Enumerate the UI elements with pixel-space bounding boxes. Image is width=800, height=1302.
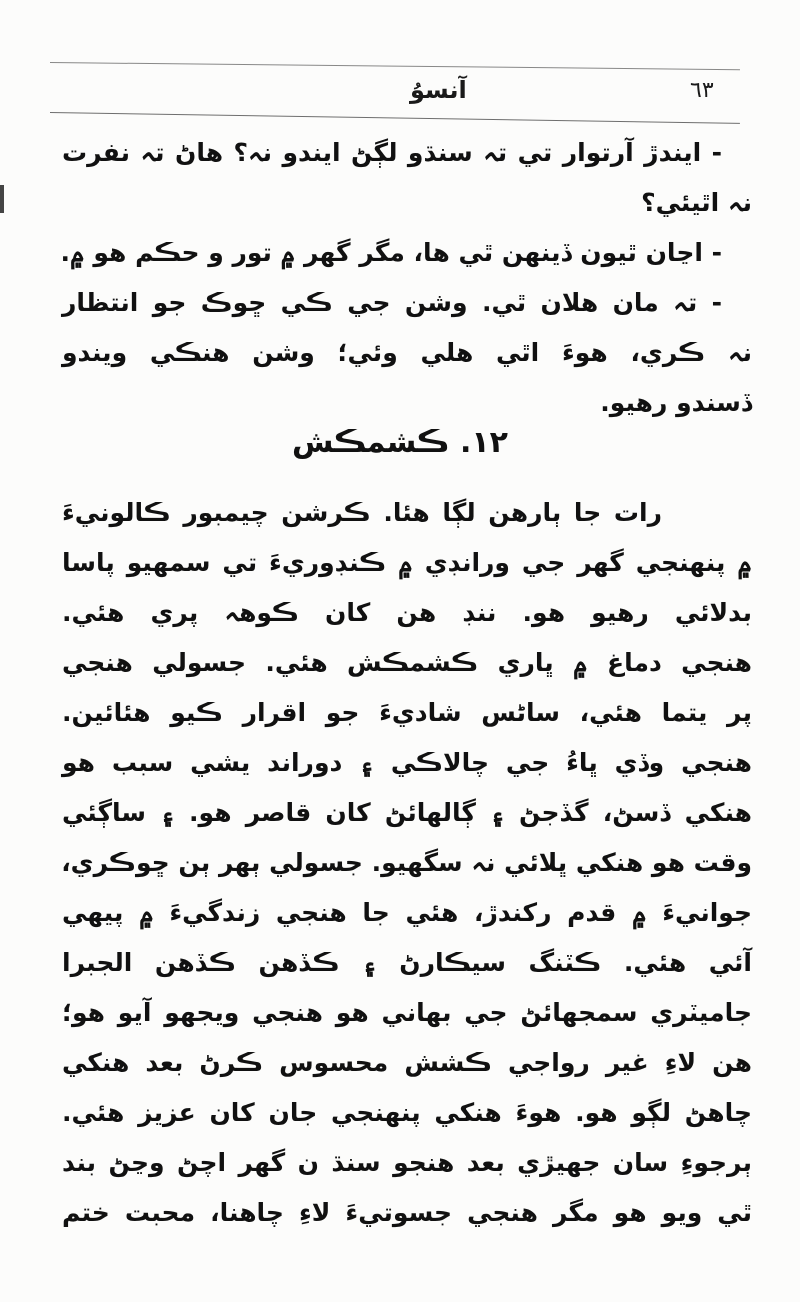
page-number: ٦٣ bbox=[690, 78, 714, 103]
top-rule-divider bbox=[50, 62, 740, 70]
header-rule-divider bbox=[50, 112, 740, 124]
paragraph-line: جاميٽري سمجهائڻ جي بهاني هو هنجي ويجهو آيو هو؛ bbox=[62, 998, 752, 1027]
paragraph-line: هنکي ڏسڻ، گڏجڻ ۽ ڳالهائڻ کان قاصر هو. ۽ ساڳئي bbox=[62, 798, 752, 827]
paragraph-line: رات جا ٻارهن لڳا هئا. ڪرشن چيمبور ڪالونيءَ bbox=[62, 498, 662, 527]
dialogue-line: نہ ڪري، هوءَ اٿي هلي وئي؛ وشن هنڪي ويندو bbox=[62, 338, 752, 367]
paragraph-line: هنجي وڏي ڀاءُ جي چالاڪي ۽ دوراند يشي سبب هو bbox=[62, 748, 752, 777]
scan-margin-mark bbox=[0, 185, 4, 213]
dialogue-line: - اڃان ٿيون ڏينهن ٿي ها، مگر گهر ۾ تور و حڪم هو ۾. bbox=[60, 238, 722, 267]
paragraph-line: ۾ پنهنجي گهر جي ورانڊي ۾ ڪنڊوريءَ تي سمهيو پاسا bbox=[62, 548, 752, 577]
running-header bbox=[50, 76, 740, 112]
chapter-body bbox=[62, 488, 752, 1238]
chapter-number: ١٢. bbox=[459, 425, 508, 460]
paragraph-line: بدلائي رهيو هو. ننڊ هن کان ڪوهہ پري هئي. bbox=[62, 598, 752, 627]
paragraph-line: وقت هو هنکي ڀلائي نہ سگهيو. جسولي ٻهر ٻن ڇوڪري، bbox=[61, 848, 752, 877]
dialogue-line: نہ اٿيئي؟ bbox=[641, 188, 752, 217]
paragraph-line: هنجي دماغ ۾ ڀاري ڪشمڪش هئي. جسولي هنجي bbox=[62, 648, 752, 677]
dialogue-line: - ايندڙ آرتوار تي تہ سنڌو لڳڻ ايندو نہ؟ هاڻ تہ نفرت bbox=[62, 138, 722, 167]
paragraph-line: ٻرجوءِ سان جهيڙي بعد هنجو سنڌ ن گهر اچڻ وڃڻ بند bbox=[62, 1148, 752, 1177]
chapter-title: ڪشمڪش bbox=[292, 425, 450, 460]
paragraph-line: هن لاءِ غير رواجي ڪشش محسوس ڪرڻ بعد هنکي bbox=[62, 1048, 752, 1077]
paragraph-line: آئي هئي. ڪٽنگ سيڪارڻ ۽ ڪڏهن ڪڏهن الجبرا bbox=[62, 948, 752, 977]
dialogue-section bbox=[62, 128, 752, 428]
dialogue-line: - تہ مان هلان ٿي. وشن جي ڪي ڇوڪ جو انتظار bbox=[62, 288, 722, 317]
dialogue-line: ڏسندو رهيو. bbox=[600, 388, 752, 417]
paragraph-line: چاهڻ لڳو هو. هوءَ هنکي پنهنجي جان کان عزيز هئي. bbox=[62, 1098, 752, 1127]
paragraph-line: پر يتما هئي، ساڻس شاديءَ جو اقرار ڪيو هئائين. bbox=[62, 698, 752, 727]
paragraph-line: ٿي ويو هو مگر هنجي جسوتيءَ لاءِ چاهنا، محبت ختم bbox=[62, 1198, 752, 1227]
chapter-heading bbox=[0, 425, 800, 460]
running-title: آنسوُ bbox=[410, 76, 467, 104]
paragraph-line: جوانيءَ ۾ قدم رکندڙ، هئي جا هنجي زندگيءَ ۾ پيهي bbox=[62, 898, 752, 927]
